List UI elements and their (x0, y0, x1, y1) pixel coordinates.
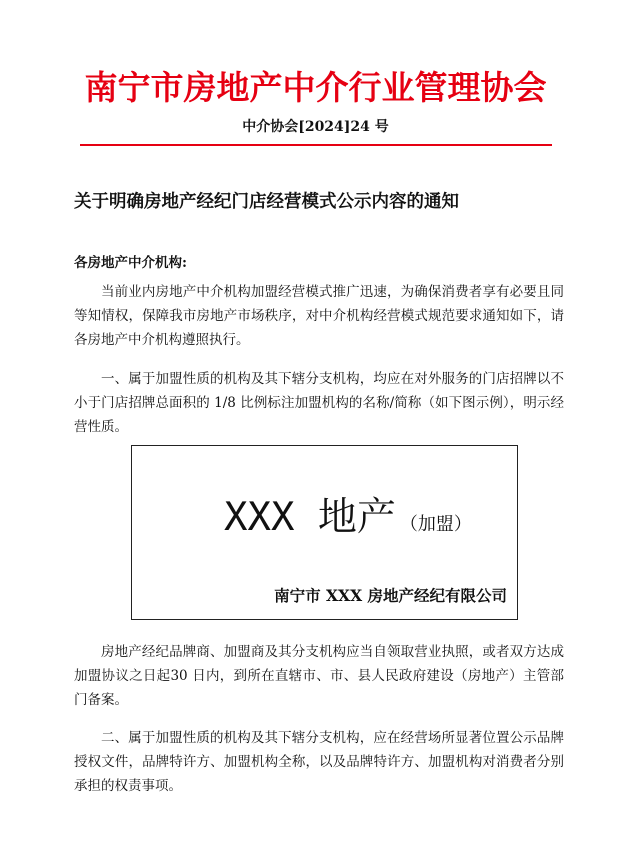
paragraph-intro: 当前业内房地产中介机构加盟经营模式推广迅速，为确保消费者享有必要且同等知情权，保障我市房地产市场秩序，对中介机构经营模式规范要求通知如下，请各房地产中介机构遵照执行。 (74, 284, 564, 348)
salutation: 各房地产中介机构: (74, 255, 187, 271)
paragraph-filing-requirement: 房地产经纪品牌商、加盟商及其分支机构应当自领取营业执照，或者双方达成加盟协议之日起30 日内，到所在直辖市、市、县人民政府建设（房地产）主管部门备案。 (74, 644, 564, 708)
example-signboard (131, 445, 518, 620)
association-name-header: 南宁市房地产中介行业管理协会 (84, 68, 547, 107)
document-number: 中介协会[2024]24 号 (242, 119, 389, 135)
red-divider-line (80, 144, 552, 146)
signboard-brand-line (224, 486, 472, 542)
signboard-franchise-tag: （加盟） (399, 514, 472, 535)
signboard-brand-name: XXX 地产 (224, 495, 396, 540)
signboard-company-name: 南宁市 XXX 房地产经纪有限公司 (274, 586, 507, 605)
paragraph-item-one: 一、属于加盟性质的机构及其下辖分支机构，均应在对外服务的门店招牌以不小于门店招牌总面积的 1/8 比例标注加盟机构的名称/简称（如下图示例），明示经营性质。 (74, 371, 564, 435)
paragraph-item-two: 二、属于加盟性质的机构及其下辖分支机构，应在经营场所显著位置公示品牌授权文件，品牌特许方、加盟机构全称，以及品牌特许方、加盟机构对消费者分别承担的权责事项。 (74, 730, 564, 794)
notice-title: 关于明确房地产经纪门店经营模式公示内容的通知 (74, 192, 459, 212)
